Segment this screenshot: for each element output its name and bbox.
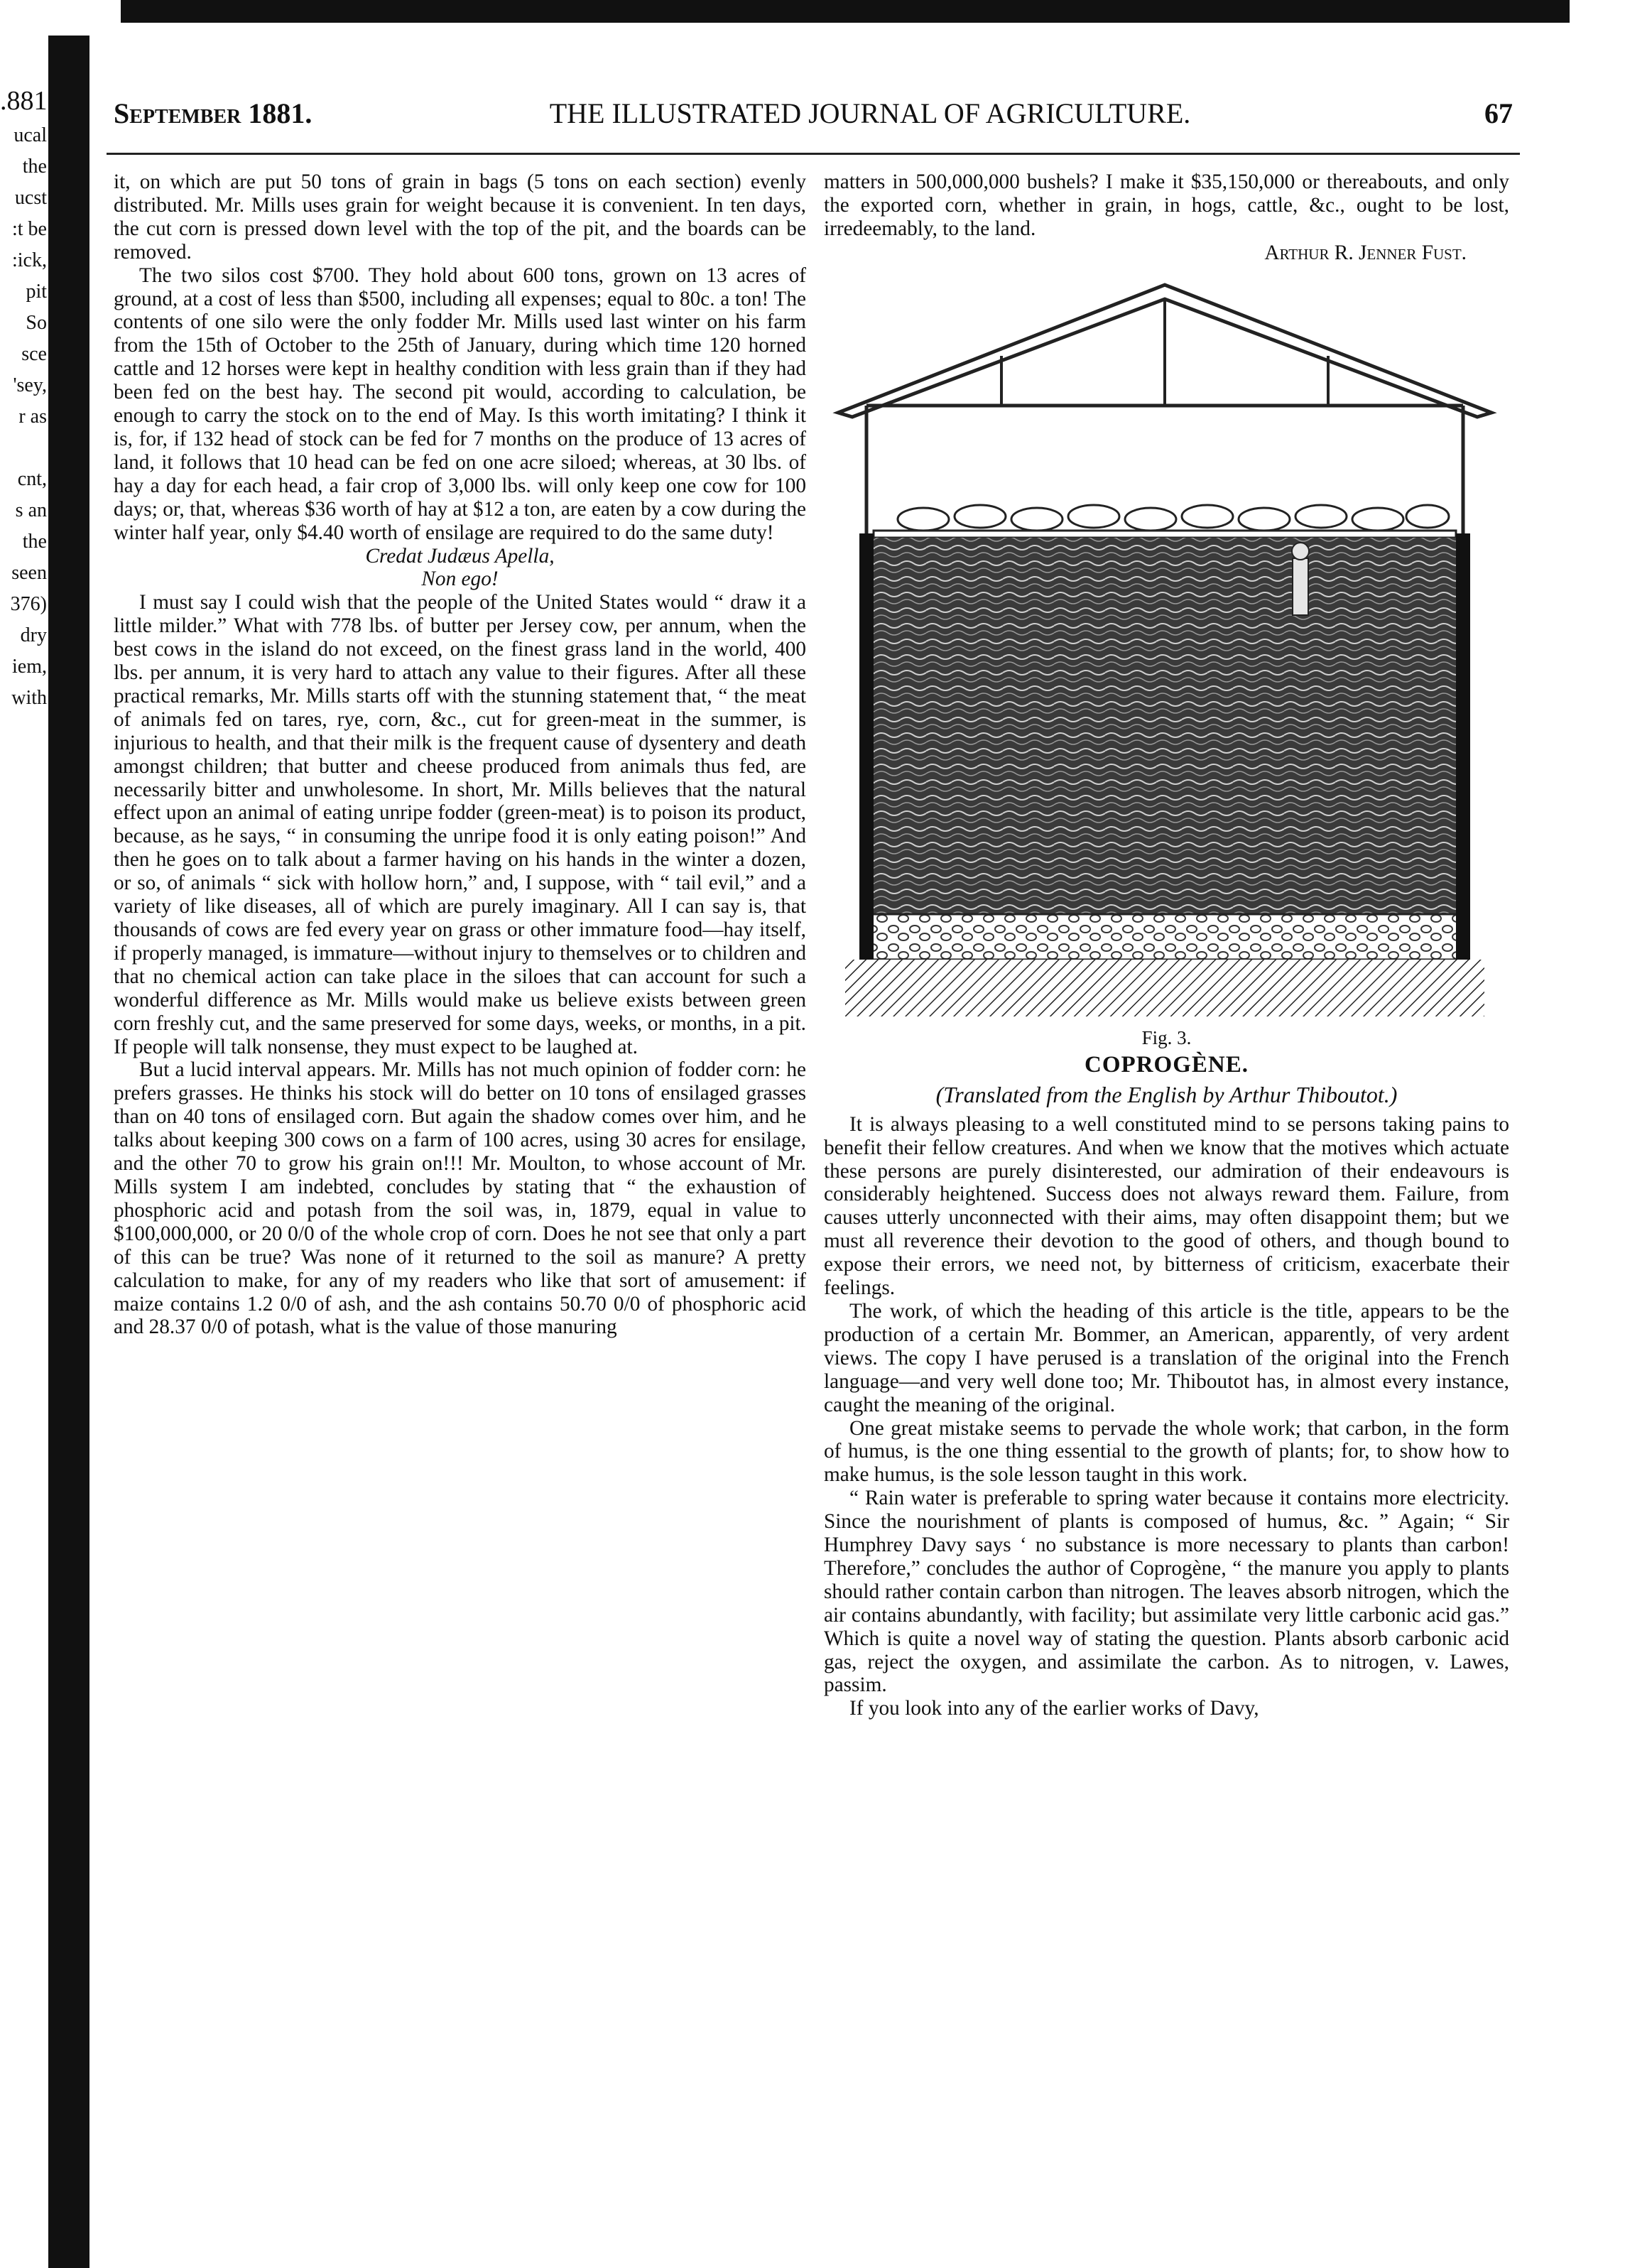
margin-fragment: the	[22, 156, 47, 178]
margin-fragment: r as	[18, 406, 47, 428]
margin-fragment: ucst	[14, 187, 47, 209]
margin-fragment: cnt,	[17, 468, 47, 490]
page-top-edge	[121, 0, 1570, 23]
paragraph: If you look into any of the earlier works of Davy,	[849, 1697, 1259, 1720]
margin-fragment: :ick,	[12, 249, 47, 271]
margin-fragment: the	[22, 531, 47, 553]
figure-caption: Fig. 3.	[1141, 1026, 1192, 1048]
paragraph: The two silos cost $700. They hold about 600 tons, grown on 13 acres of ground, at a cost of less than $500, including all expenses; equal to 80c. a ton! The contents of one silo were the only fodder Mr. Mills used last winter on his farm from the 15th of October to the 25th of January, during which time 120 horned cattle and 12 horses were kept in healthy condition with less grain than if they had been fed on the best hay. The second pit would, according to calculation, be enough to carry the stock on to the end of May. Is this worth imitating? I think it is, for, if 132 head of stock can be fed for 7 months on the produce of 13 acres of land, it follows that 10 head can be fed on one acre siloed; whereas, at 30 lbs. of hay a day for each head, a fair crop of 3,000 lbs. will only keep one cow for 100 days; or, that, whereas $36 worth of hay at $12 a ton, are eaten by a cow during the winter half year, only $4.40 worth of ensilage are required to do the same duty!	[114, 264, 806, 544]
paragraph: But a lucid interval appears. Mr. Mills has not much opinion of fodder corn: he prefers grasses. He thinks his stock will do better on 10 tons of ensilaged grasses than on 40 tons of ensilaged corn. But again the shadow comes over him, and he talks about keeping 300 cows on a farm of 100 acres, using 30 acres for ensilage, and the other 70 to grow his grain on!!! Mr. Moulton, to whose account of Mr. Mills system I am indebted, concludes by stating that “ the exhaustion of phosphoric acid and potash from the soil was, in, 1879, equal in value to $100,000,000, or 20 0/0 of the whole crop of corn. Does he not see that only a part of this can be true? Was none of it returned to the soil as manure? A pretty calculation to make, for any of my readers who like that sort of amusement: if maize contains 1.2 0/0 of ash, and the ash contains 50.70 0/0 of phosphoric acid and 28.37 0/0 of potash, what is the value of those manuring	[114, 1058, 806, 1339]
paragraph: The work, of which the heading of this article is the title, appears to be the production of a certain Mr. Bommer, an American, apparently, of very ardent views. The copy I have perused is a translation of the original into the French language—and very well done too; Mr. Thiboutot has, in almost every instance, caught the meaning of the original.	[824, 1299, 1509, 1416]
margin-fragment: sce	[21, 343, 47, 365]
paragraph: “ Rain water is preferable to spring water because it contains more electricity. Since the nourishment of plants is composed of humus, &c. ” Again; “ Sir Humphrey Davy says ‘ no substance is more necessary to plants than carbon! Therefore,” concludes the author of Coprogène, “ the manure you apply to plants should rather contain carbon than nitrogen. The leaves absorb nitrogen, which the air contains abundantly, with facility; but assimilate very little carbonic acid gas.” Which is quite a novel way of stating the question. Plants absorb carbonic acid gas, reject the oxygen, and assimilate the carbon. As to nitrogen, v. Lawes, passim.	[824, 1487, 1509, 1697]
previous-page-margin	[0, 86, 48, 714]
margin-fragment: dry	[20, 624, 47, 646]
margin-fragment: 376)	[10, 593, 47, 615]
article-title: COPROGÈNE.	[1085, 1051, 1249, 1078]
article-subtitle: (Translated from the English by Arthur Thiboutot.)	[935, 1081, 1398, 1107]
silo-illustration	[824, 278, 1506, 1024]
paragraph: it, on which are put 50 tons of grain in bags (5 tons on each section) evenly distributed. Mr. Mills uses grain for weight because it is convenient. In ten days, the cut corn is pressed down level with the top of the pit, and the boards can be removed.	[114, 170, 806, 264]
ground-hatching	[845, 960, 1484, 1016]
margin-fragment: with	[11, 687, 47, 709]
ensilage-fill	[874, 538, 1456, 914]
paragraph: matters in 500,000,000 bushels? I make it $35,150,000 or thereabouts, and only the exported corn, whether in grain, in hogs, cattle, &c., ought to be lost, irredeemably, to the land.	[824, 170, 1509, 240]
worker-figure	[1292, 543, 1309, 615]
margin-fragment: :t be	[12, 218, 47, 240]
stone-foundation	[866, 914, 1463, 960]
left-column	[114, 170, 806, 1339]
margin-fragment: ucal	[13, 124, 47, 146]
paragraph: One great mistake seems to pervade the whole work; that carbon, in the form of humus, is the one thing essential to the growth of plants; for, to show how to make humus, is the sole lesson taught in this work.	[824, 1416, 1509, 1487]
margin-fragment: 'sey,	[13, 374, 47, 396]
latin-quote-line: Non ego!	[421, 568, 499, 591]
author-signature: Arthur R. Jenner Fust.	[1264, 241, 1467, 264]
margin-fragment: iem,	[12, 656, 47, 678]
margin-fragment: So	[26, 312, 47, 334]
issue-date: September 1881.	[114, 97, 312, 129]
header-rule	[107, 153, 1520, 155]
margin-fragment: s an	[15, 499, 47, 521]
margin-year-fragment: .881	[0, 86, 48, 116]
journal-title: THE ILLUSTRATED JOURNAL OF AGRICULTURE.	[549, 97, 1191, 129]
paragraph: It is always pleasing to a well constituted mind to se persons taking pains to benefit their fellow creatures. And when we know that the motives which actuate these persons are purely disinterested, our admiration of their endeavours is considerably heightened. Success does not always reward them. Failure, from causes utterly unconnected with their aims, may often disappoint them; but we must all reverence their devotion to the good of others, and though bound to expose their errors, we need not, by bitterness of criticism, exacerbate their feelings.	[824, 1112, 1509, 1300]
binding-shadow	[48, 36, 89, 2268]
page-header	[114, 92, 1513, 135]
stone-weights	[898, 505, 1449, 531]
latin-quote-line: Credat Judæus Apella,	[365, 544, 555, 568]
margin-fragment	[0, 433, 47, 464]
page-number: 67	[1484, 97, 1513, 129]
right-column	[824, 170, 1509, 1720]
paragraph: I must say I could wish that the people of the United States would “ draw it a little milder.” What with 778 lbs. of butter per Jersey cow, per annum, when the best cows in the island do not exceed, on the finest grass land in the world, 400 lbs. per annum, it is very hard to attach any value to their figures. After all these practical remarks, Mr. Mills starts off with the stunning statement that, “ the meat of animals fed on tares, rye, corn, &c., cut for green-meat in the summer, is injurious to health, and that their milk is the frequent cause of dysentery and death amongst children; that butter and cheese produced from animals thus fed, are necessarily bitter and unwholesome. In short, Mr. Mills believes that the natural effect upon an animal of eating unripe fodder (green-meat) is to poison its product, because, as he says, “ in consuming the unripe food it is only eating poison!” And then he goes on to talk about a farmer having on his hands in the winter a dozen, or so, of animals “ sick with hollow horn,” and, I suppose, with “ tail evil,” and a variety of like diseases, all of which are purely imaginary. All I can say is, that thousands of cows are fed every year on grass or other immature food—hay itself, if properly managed, is immature—without injury to themselves or to children and that no chemical action can take place in the siloes that can account for such a wonderful difference as Mr. Mills would make us believe exists between green corn freshly cut, and the same preserved for some days, weeks, or months, in a pit. If people will talk nonsense, they must expect to be laughed at.	[114, 591, 806, 1058]
margin-fragment: seen	[11, 562, 47, 584]
margin-fragment: pit	[26, 281, 47, 303]
